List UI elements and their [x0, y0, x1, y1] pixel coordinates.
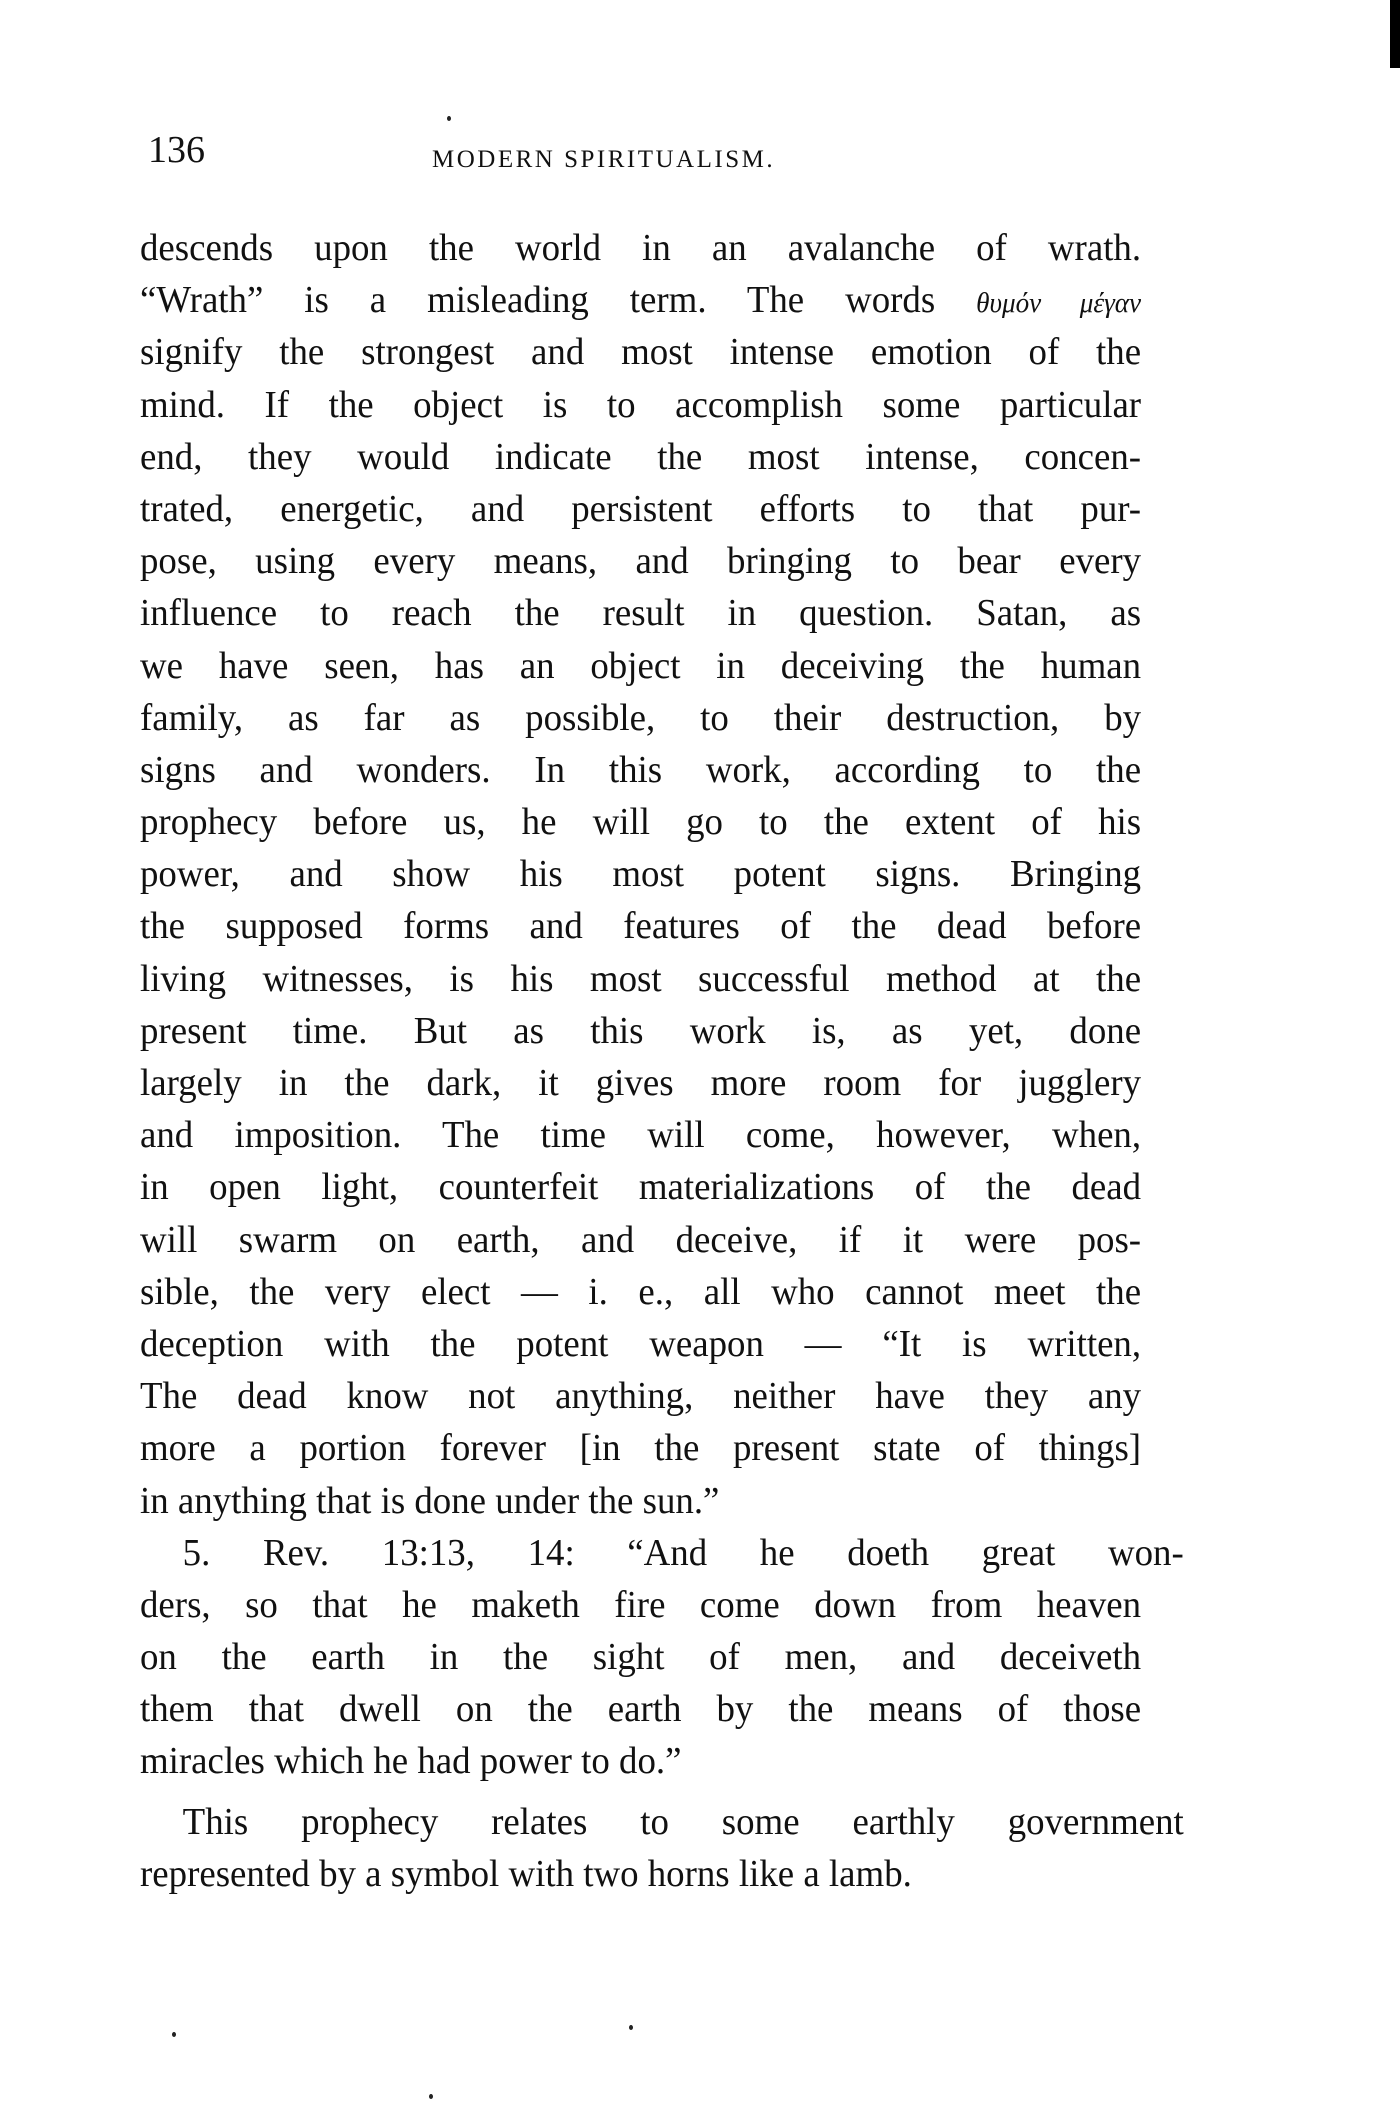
text-line: deception with the potent weapon — “It is written, [140, 1322, 1142, 1365]
text-line: miracles which he had power to do.” [140, 1740, 682, 1783]
text-line: we have seen, has an object in deceiving the human [140, 644, 1142, 687]
text-line: sible, the very elect — i. e., all who cannot meet the [140, 1270, 1142, 1313]
text-line: This prophecy relates to some earthly government [182, 1800, 1184, 1843]
scan-speck [429, 2094, 433, 2099]
text-line: in anything that is done under the sun.” [140, 1479, 720, 1522]
text-line: pose, using every means, and bringing to bear every [140, 540, 1142, 583]
text-line: trated, energetic, and persistent efforts to that pur- [140, 487, 1142, 530]
text-line: prophecy before us, he will go to the extent of his [140, 801, 1142, 844]
scan-speck [447, 116, 451, 121]
text-line: on the earth in the sight of men, and deceiveth [140, 1636, 1142, 1679]
page-number: 136 [148, 129, 205, 171]
page-body [140, 222, 1184, 1900]
text-line: living witnesses, is his most successful method at the [140, 957, 1142, 1000]
text-line: represented by a symbol with two horns like a lamb. [140, 1852, 912, 1895]
text-line: “Wrath” is a misleading term. The words θυμόν μέγαν [140, 279, 1142, 322]
greek-words: θυμόν μέγαν [976, 288, 1142, 320]
text-line: the supposed forms and features of the dead before [140, 905, 1142, 948]
text-line: The dead know not anything, neither have they any [140, 1375, 1142, 1418]
text-line: 5. Rev. 13:13, 14: “And he doeth great won- [182, 1531, 1184, 1574]
text-line: largely in the dark, it gives more room for jugglery [140, 1062, 1142, 1104]
text-line: in open light, counterfeit materializations of the dead [140, 1166, 1142, 1209]
scan-speck [172, 2032, 176, 2037]
text-line: signify the strongest and most intense emotion of the [140, 331, 1142, 374]
paragraph [140, 1796, 1184, 1900]
text-line: end, they would indicate the most intense, concen- [140, 435, 1142, 478]
text-line: power, and show his most potent signs. Bringing [140, 853, 1142, 896]
text-line: influence to reach the result in question. Satan, as [140, 592, 1142, 635]
text-line: ders, so that he maketh fire come down from heaven [140, 1583, 1142, 1626]
scan-edge-bar [1390, 0, 1400, 68]
text-line: signs and wonders. In this work, according to the [140, 748, 1142, 791]
text-line: present time. But as this work is, as yet, done [140, 1009, 1142, 1052]
text-line: family, as far as possible, to their destruction, by [140, 696, 1142, 739]
paragraph [140, 1527, 1184, 1788]
text-line: and imposition. The time will come, however, when, [140, 1114, 1142, 1157]
scan-speck [629, 2025, 633, 2030]
text-line: more a portion forever [in the present state of things] [140, 1427, 1142, 1470]
paragraph [140, 222, 1142, 1527]
text-line: will swarm on earth, and deceive, if it were pos- [140, 1218, 1142, 1261]
text-line: mind. If the object is to accomplish some particular [140, 383, 1142, 426]
text-line: them that dwell on the earth by the means of those [140, 1688, 1142, 1731]
running-title: MODERN SPIRITUALISM. [432, 146, 776, 173]
text-line: descends upon the world in an avalanche of wrath. [140, 227, 1142, 269]
